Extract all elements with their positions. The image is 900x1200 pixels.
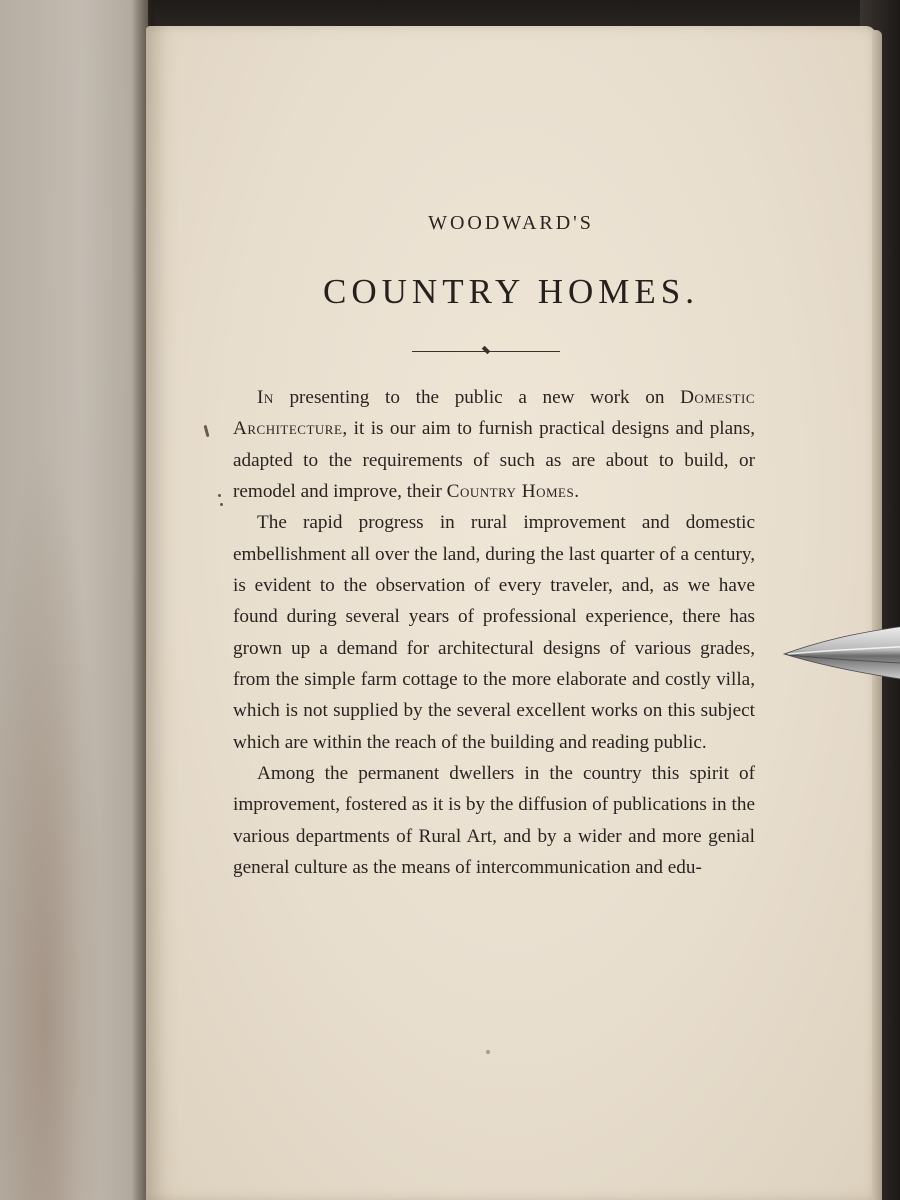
text-segment: Country Homes [446,481,575,503]
paragraph-1 [233,382,755,507]
text-segment: presenting to the public a new work on [273,387,681,408]
page-fore-edge [872,30,882,1200]
paragraph-3 [233,758,755,883]
text-segment: , it is our aim to furnish practical designs and plans, adapted to the requirements of such as are about to build, or remodel and improve, their [233,418,755,503]
text-segment: In [257,387,274,408]
margin-mark [220,503,223,506]
running-title: WOODWARD'S [428,212,594,234]
text-segment: Domestic Architecture [233,387,755,440]
margin-mark [218,494,221,497]
text-segment: . [574,481,579,503]
text-segment: Among the permanent dwellers in the country this spirit of improvement, fostered as it is by the diffusion of publications in the various departments of Rural Art, and by a wider and more genial general culture as the means of intercommunication and edu- [233,763,755,879]
ornamental-rule [412,349,560,353]
text-segment: The rapid progress in rural improvement and domestic embellishment all over the land, during the last quarter of a century, is evident to the observation of every traveler, and, as we have found during several years of professional experience, there has grown up a demand for architectural designs of various grades, from the simple farm cottage to the more elaborate and costly villa, which is not supplied by the several excellent works on this subject which are within the reach of the building and reading public. [233,512,755,753]
letter-opener-icon [782,624,900,682]
paragraph-2 [233,507,755,758]
margin-mark [486,1050,490,1054]
main-title: COUNTRY HOMES. [323,272,699,311]
body-text [233,382,755,884]
book-cover-board [0,0,148,1200]
